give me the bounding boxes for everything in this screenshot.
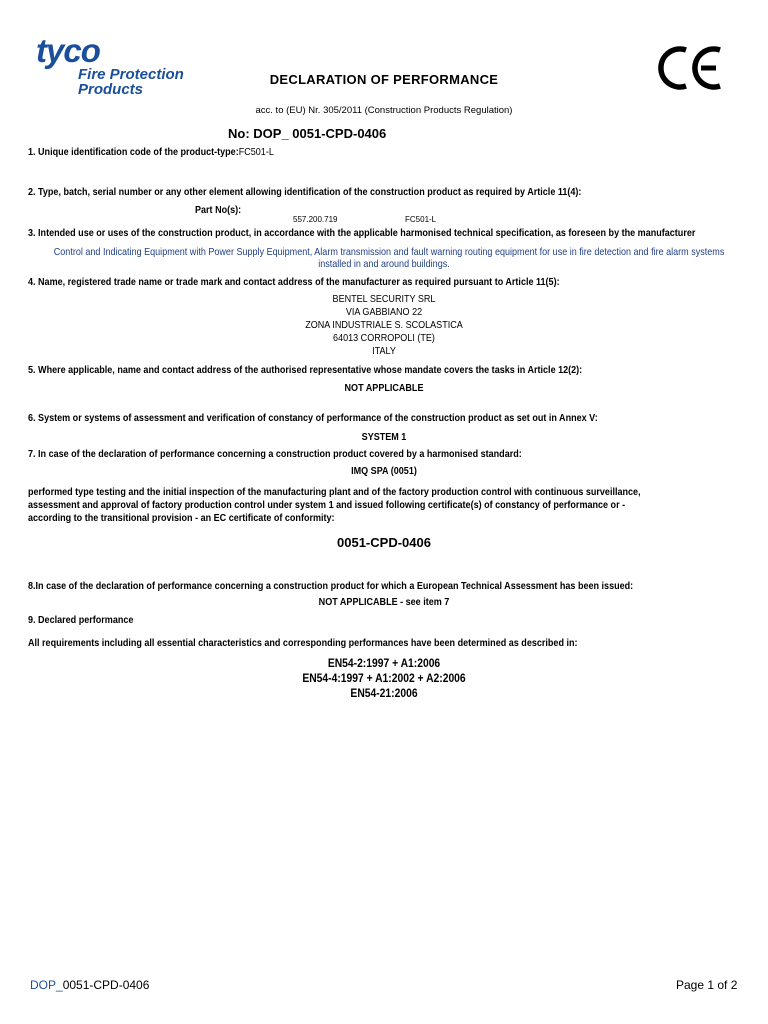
- section-1-value: FC501-L: [238, 146, 274, 158]
- footer-prefix: DOP_: [30, 978, 63, 992]
- section-2-label: 2. Type, batch, serial number or any other element allowing identification of the construction product as required by Article 11(4):: [28, 186, 582, 198]
- section-7-text-2: assessment and approval of factory production control under system 1 and issued following certificate(s) of constancy of performance or -: [28, 499, 626, 511]
- logo-brand: tyco: [36, 32, 100, 69]
- section-6-label: 6. System or systems of assessment and verification of constancy of performance of the construction product as set out in Annex V:: [28, 412, 598, 424]
- section-7-text-3: according to the transitional provision - an EC certificate of conformity:: [28, 512, 335, 524]
- tyco-logo: [36, 32, 206, 98]
- part-no-2: FC501-L: [405, 215, 437, 224]
- standard-2: EN54-4:1997 + A1:2002 + A2:2006: [302, 671, 466, 685]
- section-4-label: 4. Name, registered trade name or trade mark and contact address of the manufacturer as required pursuant to Article 11(5):: [28, 276, 560, 288]
- section-8-value: NOT APPLICABLE - see item 7: [318, 596, 450, 608]
- manufacturer-street: VIA GABBIANO 22: [345, 306, 423, 318]
- section-8-label: 8.In case of the declaration of performance concerning a construction product for which a European Technical Assessment has been issued:: [28, 580, 634, 592]
- section-3-value-2: installed in and around buildings.: [318, 258, 450, 270]
- section-1-label: 1. Unique identification code of the product-type:: [28, 146, 239, 158]
- part-no-label: Part No(s):: [195, 204, 242, 216]
- footer-document-id: [30, 978, 149, 992]
- manufacturer-name: BENTEL SECURITY SRL: [332, 293, 436, 305]
- section-6-value: SYSTEM 1: [361, 431, 407, 443]
- logo-line-2: Products: [78, 81, 144, 98]
- dop-label: No: DOP_: [228, 126, 289, 141]
- standard-3: EN54-21:2006: [350, 686, 418, 700]
- document-subtitle: acc. to (EU) Nr. 305/2011 (Construction Products Regulation): [255, 105, 513, 116]
- manufacturer-zone: ZONA INDUSTRIALE S. SCOLASTICA: [305, 319, 463, 331]
- section-9-text: All requirements including all essential characteristics and corresponding performances have been determined as described in:: [28, 637, 578, 649]
- section-5-label: 5. Where applicable, name and contact address of the authorised representative whose mandate covers the tasks in Article 12(2):: [28, 364, 583, 376]
- section-1: [28, 146, 274, 158]
- logo-line-1: Fire Protection: [78, 66, 184, 83]
- section-9-label: 9. Declared performance: [28, 614, 134, 626]
- document-title: DECLARATION OF PERFORMANCE: [269, 72, 499, 87]
- footer-page-number: Page 1 of 2: [676, 978, 738, 992]
- manufacturer-country: ITALY: [372, 345, 396, 357]
- section-7-label: 7. In case of the declaration of performance concerning a construction product covered by a harmonised standard:: [28, 448, 522, 460]
- part-no-1: 557.200.719: [293, 215, 338, 224]
- dop-number-heading: [228, 126, 386, 141]
- footer-number: 0051-CPD-0406: [62, 978, 150, 992]
- standard-1: EN54-2:1997 + A1:2006: [327, 656, 441, 670]
- section-3-value-1: Control and Indicating Equipment with Power Supply Equipment, Alarm transmission and fault warning routing equipment for use in fire detection and fire alarm systems: [53, 246, 725, 258]
- certificate-number: 0051-CPD-0406: [337, 535, 431, 550]
- section-7-value: IMQ SPA (0051): [351, 465, 417, 477]
- section-5-value: NOT APPLICABLE: [344, 382, 424, 394]
- manufacturer-city: 64013 CORROPOLI (TE): [333, 332, 435, 344]
- section-7-text-1: performed type testing and the initial inspection of the manufacturing plant and of the factory production control with continuous surveillance,: [28, 486, 641, 498]
- dop-number: 0051-CPD-0406: [292, 126, 387, 141]
- section-3-label: 3. Intended use or uses of the construction product, in accordance with the applicable harmonised technical specification, as foreseen by the manufacturer: [28, 227, 696, 239]
